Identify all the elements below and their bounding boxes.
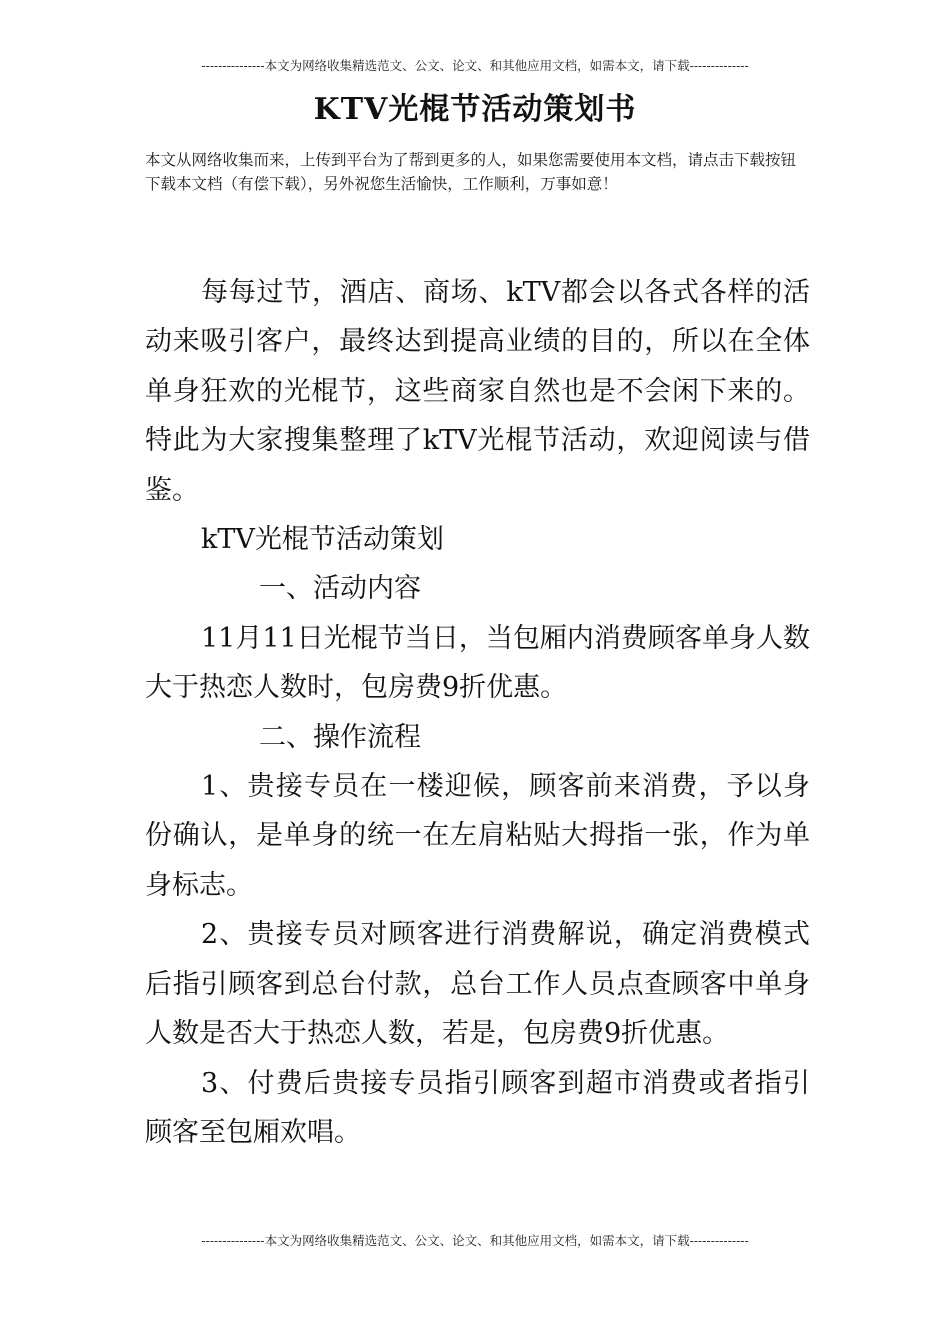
document-title: KTV光棍节活动策划书 bbox=[313, 92, 637, 127]
section-heading: kTV光棍节活动策划 bbox=[201, 524, 444, 556]
process-step-1: 1、贵接专员在一楼迎候，顾客前来消费，予以身份确认，是单身的统一在左肩粘贴大拇指一张，作为单身标志。 bbox=[145, 771, 810, 901]
subheading-operation-process: 二、操作流程 bbox=[259, 721, 421, 753]
activity-content-paragraph: 11月11日光棍节当日，当包厢内消费顾客单身人数大于热恋人数时，包房费9折优惠。 bbox=[145, 622, 810, 704]
subheading-activity-content: 一、活动内容 bbox=[259, 573, 421, 605]
download-notice: 本文从网络收集而来，上传到平台为了帮到更多的人，如果您需要使用本文档，请点击下载按钮下载本文档（有偿下载），另外祝您生活愉快，工作顺利，万事如意！ bbox=[145, 151, 797, 193]
process-step-2: 2、贵接专员对顾客进行消费解说，确定消费模式后指引顾客到总台付款，总台工作人员点查顾客中单身人数是否大于热恋人数，若是，包房费9折优惠。 bbox=[145, 919, 810, 1050]
intro-paragraph: 每每过节，酒店、商场、kTV都会以各式各样的活动来吸引客户，最终达到提高业绩的目的，所以在全体单身狂欢的光棍节，这些商家自然也是不会闲下来的。特此为大家搜集整理了kTV光棍节活动，欢迎阅读与借鉴。 bbox=[145, 277, 810, 506]
document-body bbox=[145, 268, 810, 1157]
header-banner: ---------------本文为网络收集精选范文、公文、论文、和其他应用文档，如需本文，请下载-------------- bbox=[201, 58, 749, 73]
footer-banner: ---------------本文为网络收集精选范文、公文、论文、和其他应用文档，如需本文，请下载-------------- bbox=[201, 1233, 749, 1248]
process-step-3: 3、付费后贵接专员指引顾客到超市消费或者指引顾客至包厢欢唱。 bbox=[145, 1067, 810, 1148]
